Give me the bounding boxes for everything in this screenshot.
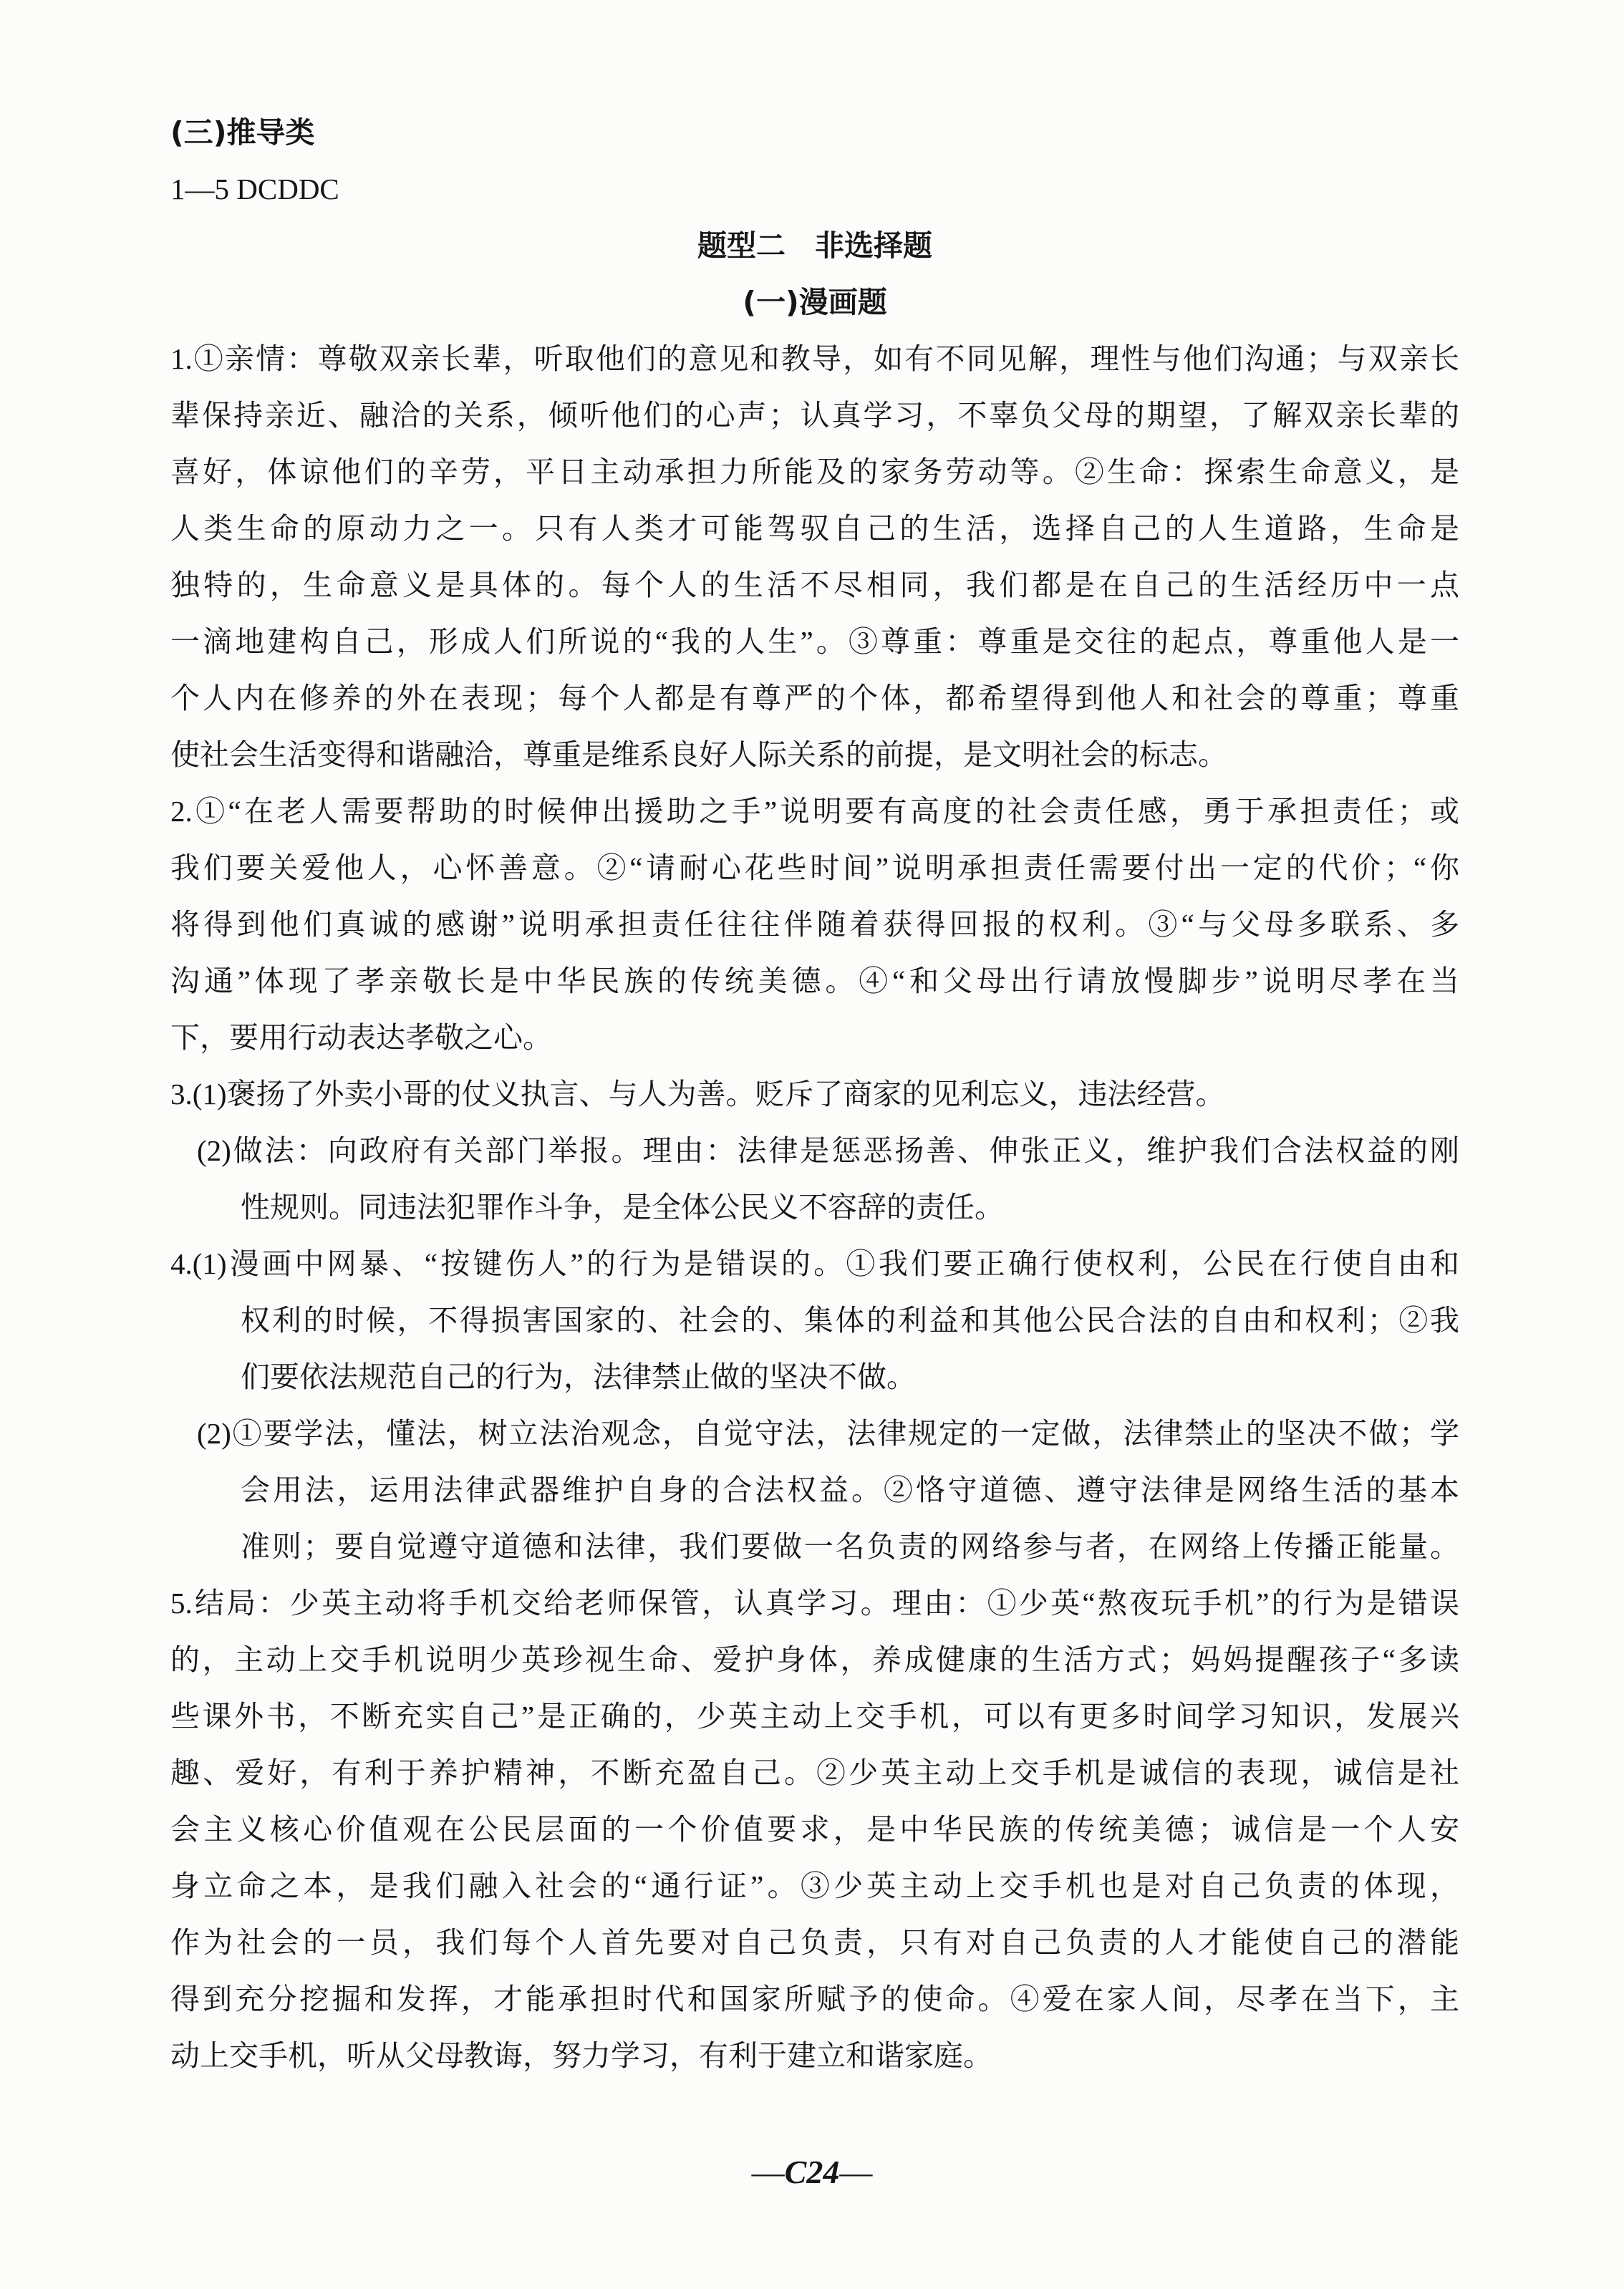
answer-line: 们要依法规范自己的行为，法律禁止做的坚决不做。 <box>241 1360 916 1393</box>
question-type-heading: 题型二 非选择题 <box>697 228 932 263</box>
answer-4-part-2 <box>170 1405 1459 1575</box>
page-footer <box>0 2151 1624 2194</box>
answer-line: 4.(1)漫画中网暴、“按键伤人”的行为是错误的。①我们要正确行使权利，公民在行使自由和 <box>170 1247 1459 1280</box>
answer-line: 准则；要自觉遵守道德和法律，我们要做一名负责的网络参与者，在网络上传播正能量。 <box>241 1530 1459 1563</box>
answer-line: 些课外书，不断充实自己”是正确的，少英主动上交手机，可以有更多时间学习知识，发展兴 <box>170 1700 1459 1733</box>
answer-line: 辈保持亲近、融洽的关系，倾听他们的心声；认真学习，不辜负父母的期望，了解双亲长辈的 <box>170 399 1459 432</box>
answer-line: 将得到他们真诚的感谢”说明承担责任往往伴随着获得回报的权利。③“与父母多联系、多 <box>170 908 1459 941</box>
answer-line: 个人内在修养的外在表现；每个人都是有尊严的个体，都希望得到他人和社会的尊重；尊重 <box>170 682 1459 715</box>
answer-line: 得到充分挖掘和发挥，才能承担时代和国家所赋予的使命。④爱在家人间，尽孝在当下，主 <box>170 1983 1459 2015</box>
answer-3-part-2 <box>170 1123 1459 1236</box>
answer-line: 性规则。同违法犯罪作斗争，是全体公民义不容辞的责任。 <box>241 1191 1004 1224</box>
answer-line: 使社会生活变得和谐融洽，尊重是维系良好人际关系的前提，是文明社会的标志。 <box>170 738 1227 771</box>
footer-dash-left: — <box>751 2154 785 2190</box>
answer-line: 1.①亲情：尊敬双亲长辈，听取他们的意见和教导，如有不同见解，理性与他们沟通；与双亲长 <box>170 342 1459 375</box>
subsection-heading: (一)漫画题 <box>743 285 887 319</box>
answer-line: 会用法，运用法律武器维护自身的合法权益。②恪守道德、遵守法律是网络生活的基本 <box>241 1473 1459 1506</box>
answer-3 <box>170 1066 1459 1236</box>
answer-4-part-1 <box>170 1236 1459 1405</box>
answer-1 <box>170 331 1459 783</box>
answer-line: 身立命之本，是我们融入社会的“通行证”。③少英主动上交手机也是对自己负责的体现， <box>170 1869 1459 1902</box>
answer-line: 独特的，生命意义是具体的。每个人的生活不尽相同，我们都是在自己的生活经历中一点 <box>170 568 1459 601</box>
section-answer-key: 1—5 DCDDC <box>170 173 339 205</box>
answer-line: 权利的时候，不得损害国家的、社会的、集体的利益和其他公民合法的自由和权利；②我 <box>241 1304 1459 1337</box>
answer-line: 会主义核心价值观在公民层面的一个价值要求，是中华民族的传统美德；诚信是一个人安 <box>170 1813 1459 1846</box>
answer-line: (2)做法：向政府有关部门举报。理由：法律是惩恶扬善、伸张正义，维护我们合法权益的刚 <box>197 1134 1459 1167</box>
answer-line: 2.①“在老人需要帮助的时候伸出援助之手”说明要有高度的社会责任感，勇于承担责任；或 <box>170 795 1459 828</box>
answer-line: (2)①要学法，懂法，树立法治观念，自觉守法，法律规定的一定做，法律禁止的坚决不做；学 <box>197 1417 1459 1450</box>
answer-line: 5.结局：少英主动将手机交给老师保管，认真学习。理由：①少英“熬夜玩手机”的行为是错误 <box>170 1587 1459 1620</box>
answer-line: 动上交手机，听从父母教诲，努力学习，有利于建立和谐家庭。 <box>170 2039 992 2072</box>
page-number: C24 <box>784 2154 840 2190</box>
section-heading: (三)推导类 <box>170 115 315 150</box>
answer-line: 我们要关爱他人，心怀善意。②“请耐心花些时间”说明承担责任需要付出一定的代价；“你 <box>170 851 1459 884</box>
answer-line: 的，主动上交手机说明少英珍视生命、爱护身体，养成健康的生活方式；妈妈提醒孩子“多读 <box>170 1643 1459 1676</box>
answer-line: 人类生命的原动力之一。只有人类才可能驾驭自己的生活，选择自己的人生道路，生命是 <box>170 512 1459 545</box>
answer-2 <box>170 783 1459 1066</box>
answer-3-part-1 <box>170 1066 1459 1123</box>
answer-line: 3.(1)褒扬了外卖小哥的仗义执言、与人为善。贬斥了商家的见利忘义，违法经营。 <box>170 1078 1225 1110</box>
answer-line: 趣、爱好，有利于养护精神，不断充盈自己。②少英主动上交手机是诚信的表现，诚信是社 <box>170 1756 1459 1789</box>
answer-line: 沟通”体现了孝亲敬长是中华民族的传统美德。④“和父母出行请放慢脚步”说明尽孝在当 <box>170 964 1459 997</box>
footer-dash-right: — <box>839 2154 873 2190</box>
answer-4 <box>170 1236 1459 1575</box>
answer-line: 下，要用行动表达孝敬之心。 <box>170 1021 552 1054</box>
answer-page-content <box>170 105 1459 2084</box>
answer-line: 作为社会的一员，我们每个人首先要对自己负责，只有对自己负责的人才能使自己的潜能 <box>170 1926 1459 1959</box>
answer-line: 喜好，体谅他们的辛劳，平日主动承担力所能及的家务劳动等。②生命：探索生命意义，是 <box>170 455 1459 488</box>
answer-5 <box>170 1575 1459 2084</box>
answer-line: 一滴地建构自己，形成人们所说的“我的人生”。③尊重：尊重是交往的起点，尊重他人是一 <box>170 625 1459 658</box>
